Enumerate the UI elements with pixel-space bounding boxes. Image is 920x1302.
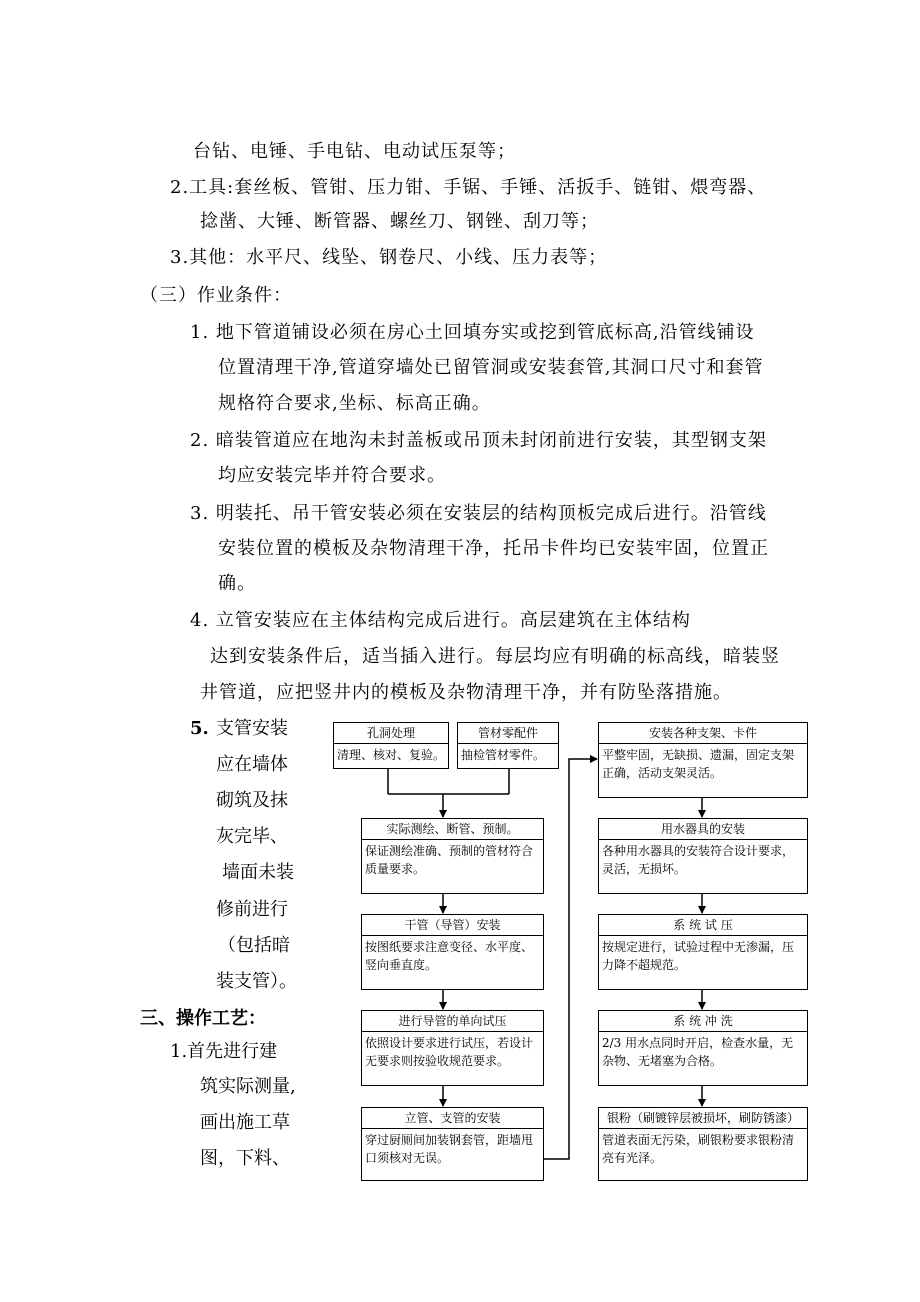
flow-box-title: 立管、支管的安装	[362, 1108, 543, 1129]
cond-5-line: 装支管）。	[216, 971, 297, 992]
flow-box-body: 保证测绘准确、预制的管材符合质量要求。	[365, 844, 534, 876]
flow-box-title: 安装各种支架、卡件	[599, 723, 807, 744]
connector-arrow	[544, 759, 597, 1159]
section-work-conditions: （三）作业条件：	[140, 285, 292, 306]
step-1-line: 画出施工草	[200, 1112, 290, 1133]
cond-5-line: 修前进行	[216, 899, 288, 920]
tools-line-2: 捻凿、大锤、断管器、螺丝刀、钢锉、刮刀等；	[200, 211, 599, 232]
flow-box-body: 各种用水器具的安装符合设计要求，灵活，无损坏。	[602, 844, 795, 876]
cond-5-line: 支管安装	[216, 718, 288, 739]
step-1-line: 筑实际测量,	[200, 1076, 296, 1097]
cond-5-number: 5.	[190, 718, 209, 739]
cond-3-line-1: 3. 明装托、吊干管安装必须在安装层的结构顶板完成后进行。沿管线	[190, 503, 767, 524]
tools-line-1: 2.工具:套丝板、管钳、压力钳、手锯、手锤、活扳手、链钳、煨弯器、	[170, 177, 767, 198]
cond-1-line-3: 规格符合要求,坐标、标高正确。	[218, 393, 491, 414]
flow-box-fixtures	[598, 818, 808, 894]
flow-box-title: 孔洞处理	[334, 723, 448, 744]
cond-1-line-1: 1. 地下管道铺设必须在房心土回填夯实或挖到管底标高,沿管线铺设	[190, 322, 755, 343]
flow-box-body: 管道表面无污染，刷银粉要求银粉清亮有光泽。	[602, 1133, 795, 1165]
flow-box-body: 清理、核对、复验。	[337, 748, 446, 762]
cond-3-line-3: 确。	[218, 573, 256, 594]
flow-box-body: 2/3 用水点同时开启，检查水量，无杂物、无堵塞为合格。	[602, 1036, 794, 1068]
others-line: 3.其他：水平尺、线坠、钢卷尺、小线、压力表等；	[170, 247, 608, 268]
cond-4-line-2: 达到安装条件后，适当插入进行。每层均应有明确的标高线，暗装竖	[210, 646, 780, 667]
step-1-line: 1.首先进行建	[170, 1041, 278, 1062]
flow-box-silver-paint	[598, 1107, 808, 1181]
step-1-line: 图，下料、	[200, 1148, 290, 1169]
cond-2-line-1: 2. 暗装管道应在地沟未封盖板或吊顶未封闭前进行安装，其型钢支架	[190, 430, 767, 451]
flow-box-system-flush	[598, 1010, 808, 1086]
cond-3-line-2: 安装位置的模板及杂物清理干净，托吊卡件均已安装牢固，位置正	[218, 538, 769, 559]
cond-4-line-1: 4. 立管安装应在主体结构完成后进行。高层建筑在主体结构	[190, 610, 691, 631]
cond-5-line: 砌筑及抹	[216, 790, 288, 811]
cond-5-line: 应在墙体	[216, 754, 288, 775]
flow-box-title: 系 统 试 压	[599, 915, 807, 936]
cond-1-line-2: 位置清理干净,管道穿墙处已留管洞或安装套管,其洞口尺寸和套管	[218, 357, 764, 378]
flow-box-parts	[457, 722, 559, 769]
flow-box-system-pressure-test	[598, 914, 808, 990]
flow-box-title: 干管（导管）安装	[362, 915, 543, 936]
cond-5-line: （包括暗	[218, 935, 290, 956]
cond-2-line-2: 均应安装完毕并符合要求。	[218, 465, 446, 486]
flow-box-body: 按图纸要求注意变径、水平度、竖向垂直度。	[365, 940, 534, 972]
section-operation-process: 三、操作工艺：	[140, 1008, 266, 1029]
flow-box-title: 管材零配件	[458, 723, 558, 744]
cond-4-line-3: 井管道，应把竖井内的模板及杂物清理干净，并有防坠落措施。	[200, 682, 732, 703]
flow-box-body: 穿过厨厕间加装钢套管，距墙甩口须核对无误。	[365, 1133, 534, 1165]
flow-box-title: 实际测绘、断管、预制。	[362, 819, 543, 840]
flow-box-supports	[598, 722, 808, 798]
flow-box-title: 进行导管的单向试压	[362, 1011, 543, 1032]
flow-box-measure	[361, 818, 544, 894]
flow-box-main-pipe	[361, 914, 544, 990]
equipment-line-cont: 台钻、电锤、手电钻、电动试压泵等；	[193, 141, 516, 162]
flow-box-body: 平整牢固，无缺损、遗漏，固定支架正确，活动支架灵活。	[602, 748, 795, 780]
flow-box-holes	[333, 722, 449, 769]
flow-box-title: 银粉（刷镀锌层被损坏，刷防锈漆）	[599, 1108, 807, 1129]
flow-box-body: 按规定进行，试验过程中无渗漏，压力降不超规范。	[602, 940, 795, 972]
cond-5-line: 灰完毕、	[216, 826, 288, 847]
flow-box-title: 系 统 冲 洗	[599, 1011, 807, 1032]
flow-box-riser-install	[361, 1107, 544, 1181]
flow-box-body: 依照设计要求进行试压，若设计无要求则按验收规范要求。	[365, 1036, 534, 1068]
flow-box-pressure-test-1	[361, 1010, 544, 1086]
flow-box-body: 抽检管材零件。	[461, 748, 546, 762]
flow-box-title: 用水器具的安装	[599, 819, 807, 840]
cond-5-line: 墙面未装	[222, 862, 294, 883]
